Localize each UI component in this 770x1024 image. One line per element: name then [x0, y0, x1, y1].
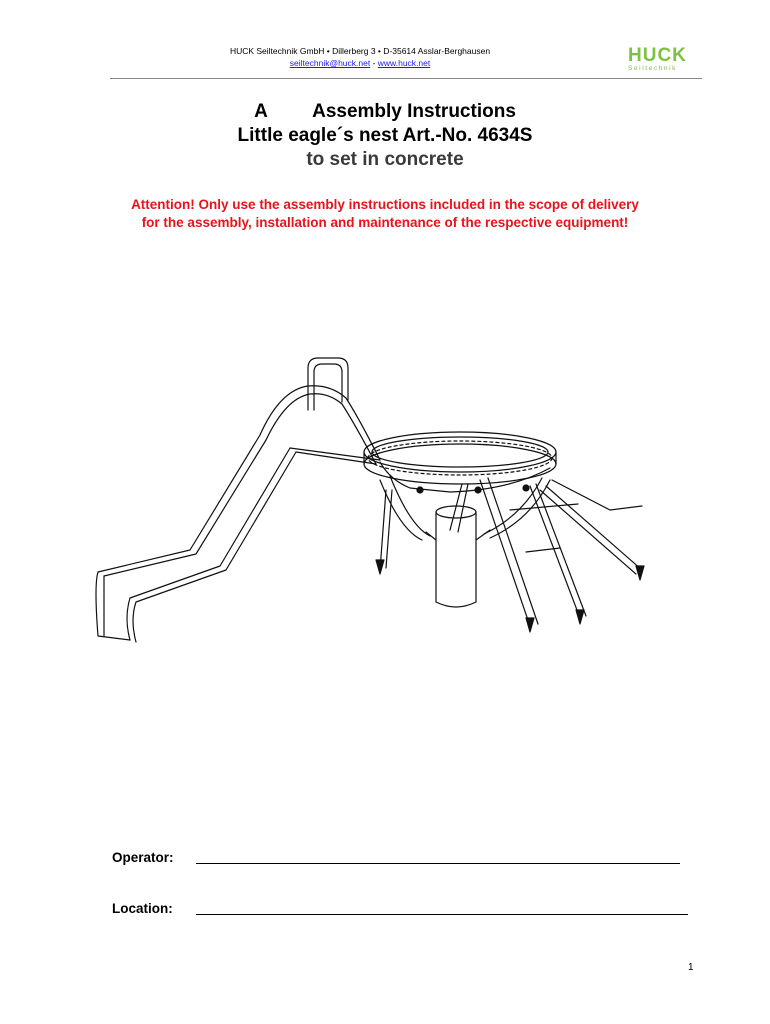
title-line-1: Assembly Instructions [312, 101, 516, 122]
document-title [0, 100, 770, 172]
huck-logo [628, 46, 692, 73]
title-line-2: Little eagle´s nest Art.-No. 4634S [237, 125, 533, 146]
header-contact-line [0, 58, 720, 68]
email-link[interactable]: seiltechnik@huck.net [289, 58, 371, 68]
website-link[interactable]: www.huck.net [377, 58, 431, 68]
operator-line[interactable] [196, 863, 680, 864]
logo-sub-text: Seiltechnik [628, 65, 678, 72]
equipment-illustration [90, 340, 670, 660]
logo-main-text: HUCK [628, 45, 687, 66]
operator-field [112, 850, 174, 865]
attention-notice [0, 196, 770, 232]
attention-line-2: for the assembly, installation and maintenance of the respective equipment! [141, 215, 629, 230]
section-letter: A [254, 101, 268, 122]
location-label: Location: [112, 901, 173, 916]
header-company-line: HUCK Seiltechnik GmbH • Dillerberg 3 • D-35614 Asslar-Berghausen [229, 46, 491, 56]
title-line-3: to set in concrete [306, 149, 464, 170]
attention-line-1: Attention! Only use the assembly instructions included in the scope of delivery [131, 197, 639, 212]
operator-label: Operator: [112, 850, 174, 865]
header-rule [110, 78, 702, 79]
location-field [112, 901, 173, 916]
contact-separator: - [370, 58, 378, 68]
page-number: 1 [688, 962, 694, 973]
location-line[interactable] [196, 914, 688, 915]
